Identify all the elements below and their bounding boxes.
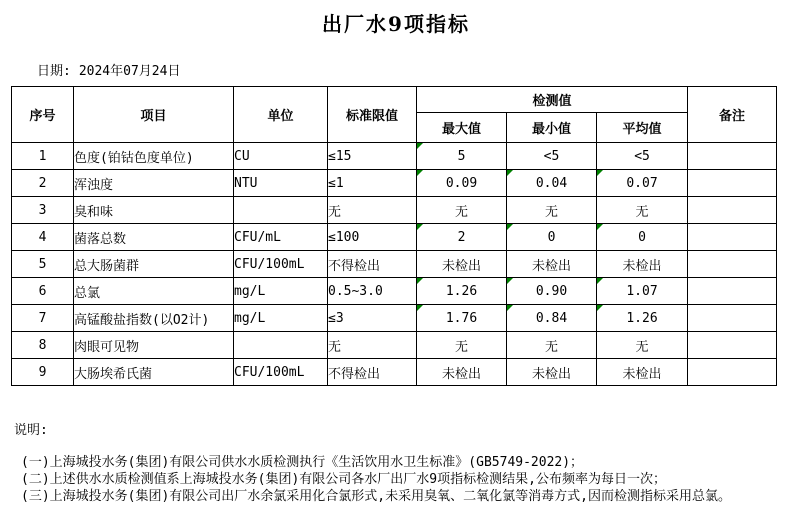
note-line: (一)上海城投水务(集团)有限公司供水水质检测执行《生活饮用水卫生标准》(GB5749-2022)； (21, 455, 584, 470)
cell-min-value: 0.84 (507, 305, 597, 332)
cell-min-value: 0.04 (507, 170, 597, 197)
table-header (12, 87, 777, 143)
cell-standard: ≤3 (328, 305, 417, 332)
cell-remark (688, 305, 777, 332)
flag-triangle-icon (417, 143, 423, 149)
cell-remark (688, 251, 777, 278)
cell-item: 总大肠菌群 (74, 251, 234, 278)
flag-triangle-icon (507, 278, 513, 284)
cell-min-value: <5 (507, 143, 597, 170)
cell-avg-value: 未检出 (597, 359, 688, 386)
cell-avg-value: 1.26 (597, 305, 688, 332)
cell-unit: CU (234, 143, 328, 170)
cell-standard: 不得检出 (328, 251, 417, 278)
page-title: 出厂水9项指标 (322, 12, 470, 36)
report-date-line (37, 60, 792, 79)
note-line: (二)上述供水水质检测值系上海城投水务(集团)有限公司各水厂出厂水9项指标检测结果,公布频率为每日一次； (21, 472, 666, 487)
cell-unit: mg/L (234, 305, 328, 332)
cell-min-value: 0.90 (507, 278, 597, 305)
cell-min-value: 无 (507, 332, 597, 359)
table-row (12, 197, 777, 224)
table-row (12, 224, 777, 251)
cell-no: 6 (12, 278, 74, 305)
cell-unit: CFU/100mL (234, 359, 328, 386)
col-header-detection: 检测值 (417, 87, 688, 113)
cell-unit: NTU (234, 170, 328, 197)
cell-max-value: 未检出 (417, 251, 507, 278)
cell-item: 臭和味 (74, 197, 234, 224)
cell-no: 7 (12, 305, 74, 332)
flag-triangle-icon (597, 278, 603, 284)
date-label: 日期: (37, 64, 71, 79)
cell-standard: 不得检出 (328, 359, 417, 386)
cell-avg-value: 无 (597, 332, 688, 359)
col-header-unit: 单位 (234, 87, 328, 143)
cell-no: 8 (12, 332, 74, 359)
notes-section (14, 422, 792, 505)
col-header-standard: 标准限值 (328, 87, 417, 143)
cell-unit (234, 197, 328, 224)
cell-item: 浑浊度 (74, 170, 234, 197)
flag-triangle-icon (507, 305, 513, 311)
cell-remark (688, 170, 777, 197)
cell-unit: CFU/mL (234, 224, 328, 251)
cell-no: 2 (12, 170, 74, 197)
cell-remark (688, 278, 777, 305)
cell-avg-value: 1.07 (597, 278, 688, 305)
cell-max-value: 未检出 (417, 359, 507, 386)
cell-avg-value: 无 (597, 197, 688, 224)
cell-max-value: 5 (417, 143, 507, 170)
cell-max-value: 无 (417, 332, 507, 359)
notes-label: 说明: (14, 423, 48, 438)
cell-standard: 无 (328, 332, 417, 359)
cell-min-value: 0 (507, 224, 597, 251)
table-row (12, 251, 777, 278)
table-row (12, 278, 777, 305)
table-row (12, 305, 777, 332)
flag-triangle-icon (507, 170, 513, 176)
cell-min-value: 无 (507, 197, 597, 224)
flag-triangle-icon (507, 224, 513, 230)
col-header-min: 最小值 (507, 113, 597, 143)
cell-avg-value: 0 (597, 224, 688, 251)
cell-min-value: 未检出 (507, 251, 597, 278)
cell-avg-value: 0.07 (597, 170, 688, 197)
cell-max-value: 0.09 (417, 170, 507, 197)
flag-triangle-icon (597, 224, 603, 230)
date-value: 2024年07月24日 (78, 64, 181, 79)
cell-standard: ≤100 (328, 224, 417, 251)
cell-remark (688, 332, 777, 359)
cell-unit: mg/L (234, 278, 328, 305)
table-row (12, 143, 777, 170)
cell-max-value: 1.76 (417, 305, 507, 332)
cell-no: 5 (12, 251, 74, 278)
cell-standard: ≤1 (328, 170, 417, 197)
flag-triangle-icon (597, 170, 603, 176)
cell-item: 菌落总数 (74, 224, 234, 251)
water-quality-report-page (0, 8, 792, 505)
cell-max-value: 2 (417, 224, 507, 251)
cell-remark (688, 359, 777, 386)
cell-item: 高锰酸盐指数(以O2计) (74, 305, 234, 332)
cell-remark (688, 224, 777, 251)
cell-avg-value: 未检出 (597, 251, 688, 278)
cell-unit: CFU/100mL (234, 251, 328, 278)
col-header-no: 序号 (12, 87, 74, 143)
flag-triangle-icon (417, 305, 423, 311)
flag-triangle-icon (417, 224, 423, 230)
cell-standard: ≤15 (328, 143, 417, 170)
cell-item: 总氯 (74, 278, 234, 305)
cell-min-value: 未检出 (507, 359, 597, 386)
cell-remark (688, 197, 777, 224)
cell-item: 大肠埃希氏菌 (74, 359, 234, 386)
cell-no: 3 (12, 197, 74, 224)
table-row (12, 332, 777, 359)
cell-no: 9 (12, 359, 74, 386)
flag-triangle-icon (417, 278, 423, 284)
flag-triangle-icon (597, 305, 603, 311)
cell-max-value: 无 (417, 197, 507, 224)
cell-avg-value: <5 (597, 143, 688, 170)
cell-unit (234, 332, 328, 359)
col-header-item: 项目 (74, 87, 234, 143)
col-header-avg: 平均值 (597, 113, 688, 143)
indicators-table (11, 86, 777, 386)
notes-list (21, 454, 792, 505)
cell-max-value: 1.26 (417, 278, 507, 305)
col-header-remark: 备注 (688, 87, 777, 143)
col-header-max: 最大值 (417, 113, 507, 143)
flag-triangle-icon (417, 170, 423, 176)
table-body (12, 143, 777, 386)
cell-item: 色度(铂钴色度单位) (74, 143, 234, 170)
note-line: (三)上海城投水务(集团)有限公司出厂水余氯采用化合氯形式,未采用臭氧、二氧化氯等消毒方式,因而检测指标采用总氯。 (21, 489, 731, 504)
cell-remark (688, 143, 777, 170)
table-row (12, 359, 777, 386)
cell-item: 肉眼可见物 (74, 332, 234, 359)
table-row (12, 170, 777, 197)
cell-standard: 0.5~3.0 (328, 278, 417, 305)
cell-standard: 无 (328, 197, 417, 224)
cell-no: 4 (12, 224, 74, 251)
cell-no: 1 (12, 143, 74, 170)
